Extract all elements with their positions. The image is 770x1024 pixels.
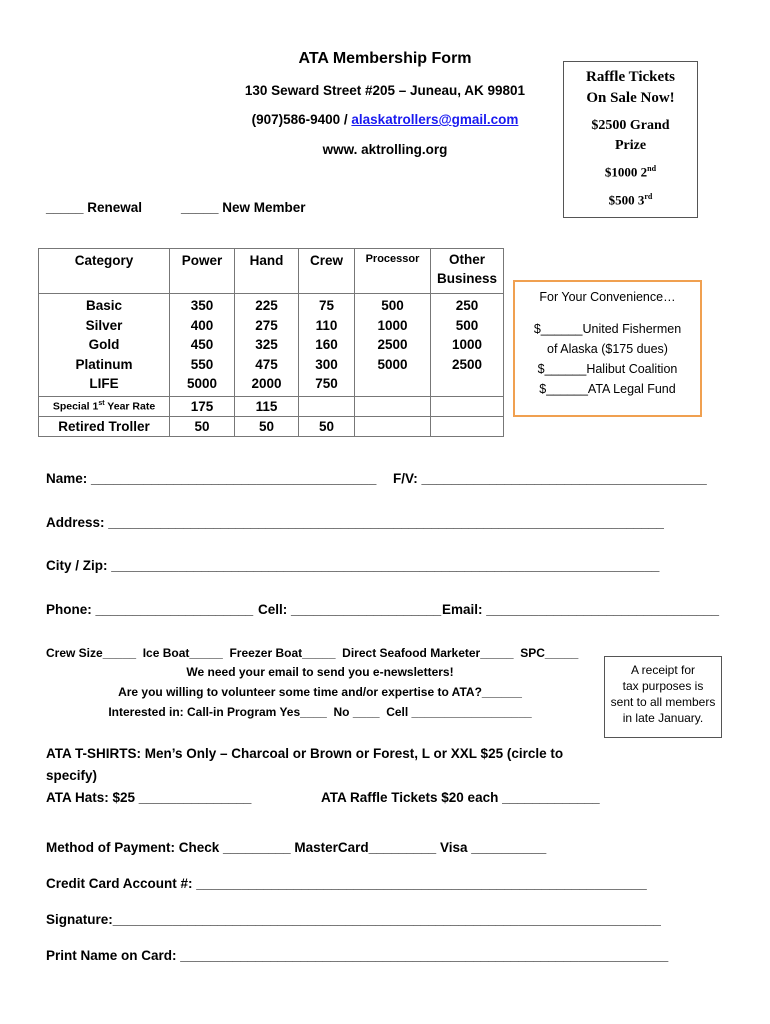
table-cell: 5000 [377,356,408,372]
table-cell: 500 [381,298,404,313]
table-cell: 50 [170,416,235,436]
tshirts-line[interactable]: ATA T-SHIRTS: Men’s Only – Charcoal or Brown or Forest, L or XXL $25 (circle to [46,746,564,761]
special-rate-row [39,396,504,416]
header-hand: Hand [235,249,299,294]
crew-column [299,294,355,397]
table-cell [355,416,431,436]
other-column [431,294,504,397]
table-cell: 1000 [451,337,483,352]
raffle-box [563,61,698,218]
table-cell: 450 [190,337,214,352]
new-member-option[interactable]: _____ New Member [181,200,306,215]
table-cell [355,396,431,416]
credit-card-field[interactable]: Credit Card Account #: ____________________________________________________________ [46,876,647,891]
table-cell: 5000 [186,376,218,391]
table-cell: LIFE [89,376,119,391]
receipt-line: sent to all members [610,695,716,709]
table-cell: 750 [315,376,338,391]
volunteer-question[interactable]: Are you willing to volunteer some time and/or expertise to ATA?______ [118,685,522,699]
table-cell: 75 [318,298,335,313]
table-cell: 1000 [377,317,408,333]
receipt-line: in late January. [622,711,704,725]
table-cell [431,416,504,436]
table-cell: 250 [455,298,479,313]
header-processor: Processor [355,249,431,294]
table-cell: 300 [315,356,338,372]
retired-row [39,416,504,436]
power-column [170,294,235,397]
table-cell [355,374,430,394]
signature-field[interactable]: Signature:_________________________________________________________________________ [46,912,661,927]
payment-method-field[interactable]: Method of Payment: Check _________ MasterCard_________ Visa __________ [46,840,547,855]
hats-field[interactable]: ATA Hats: $25 _______________ [46,790,252,805]
phone-text: (907)586-9400 / [251,112,352,127]
raffle-line2: On Sale Now! [586,90,675,106]
table-cell [431,396,504,416]
table-header-row [39,249,504,294]
raffle-grand1: $2500 Grand [591,118,670,133]
convenience-title: For Your Convenience… [539,290,676,304]
legal-fund-line[interactable]: $______ATA Legal Fund [539,382,676,396]
email-field[interactable]: Email: _______________________________ [442,602,720,617]
table-cell: 325 [255,337,278,352]
table-cell: Silver [85,317,123,333]
category-column [39,294,170,397]
convenience-box [513,280,702,417]
receipt-line: A receipt for [630,663,696,677]
renewal-option[interactable]: _____ Renewal [46,200,143,215]
table-cell: 225 [255,298,278,313]
raffle-second: $1000 2nd [604,164,657,180]
phone-field[interactable]: Phone: _____________________ [46,602,254,617]
table-cell: 500 [455,317,479,333]
table-cell: Platinum [75,356,133,372]
table-cell: 475 [255,356,278,372]
address-line: 130 Seward Street #205 – Juneau, AK 99801 [244,83,526,98]
crew-details-line[interactable]: Crew Size_____ Ice Boat_____ Freezer Boat_____ Direct Seafood Marketer_____ SPC_____ [46,646,579,660]
header-other: Other Business [431,249,504,294]
name-field[interactable]: Name: ______________________________________ [46,471,377,486]
table-cell: 2500 [377,337,408,352]
retired-label: Retired Troller [39,416,170,436]
form-title: ATA Membership Form [298,50,472,67]
table-cell: 550 [190,356,214,372]
table-cell: 50 [299,416,355,436]
processor-column [355,294,431,397]
interest-line[interactable]: Interested in: Call-in Program Yes____ No ____ Cell __________________ [108,705,532,719]
email-link[interactable]: alaskatrollers@gmail.com [351,112,519,127]
receipt-note-box [604,656,722,738]
table-cell [431,374,503,394]
table-cell: 2000 [251,376,282,391]
raffle-third: $500 3rd [608,192,653,208]
cell-field[interactable]: Cell: ____________________ [258,602,442,617]
table-cell: 50 [235,416,299,436]
special-rate-label: Special 1st Year Rate [39,396,170,416]
table-cell [299,396,355,416]
receipt-line: tax purposes is [622,679,704,693]
print-name-field[interactable]: Print Name on Card: _________________________________________________________________ [46,948,669,963]
table-cell: 115 [235,396,299,416]
raffle-line1: Raffle Tickets [585,69,676,85]
header-crew: Crew [299,249,355,294]
table-cell: 400 [190,317,214,333]
city-zip-field[interactable]: City / Zip: _________________________________________________________________________ [46,558,660,573]
table-body [39,294,504,397]
fv-field[interactable]: F/V: ______________________________________ [393,471,707,486]
membership-table [38,248,504,437]
table-cell: Gold [88,337,120,352]
address-field[interactable]: Address: __________________________________________________________________________ [46,515,664,530]
raffle-grand2: Prize [614,138,647,153]
header-power: Power [170,249,235,294]
table-cell: 160 [315,337,338,352]
website-text: www. aktrolling.org [322,142,448,157]
table-cell: 275 [255,317,278,333]
hand-column [235,294,299,397]
raffle-tickets-field[interactable]: ATA Raffle Tickets $20 each _____________ [321,790,600,805]
halibut-line[interactable]: $______Halibut Coalition [537,362,678,376]
ufa-line[interactable]: $______United Fishermen [533,322,682,336]
table-cell: 110 [315,317,338,333]
ufa-dues-line: of Alaska ($175 dues) [547,342,668,356]
table-cell: 175 [170,396,235,416]
table-cell: 350 [190,298,214,313]
tshirts-line-cont: specify) [46,768,98,783]
newsletter-note: We need your email to send you e-newsletters! [186,665,454,679]
header-category: Category [39,249,170,294]
table-cell: Basic [85,298,123,313]
table-cell: 2500 [451,356,483,372]
